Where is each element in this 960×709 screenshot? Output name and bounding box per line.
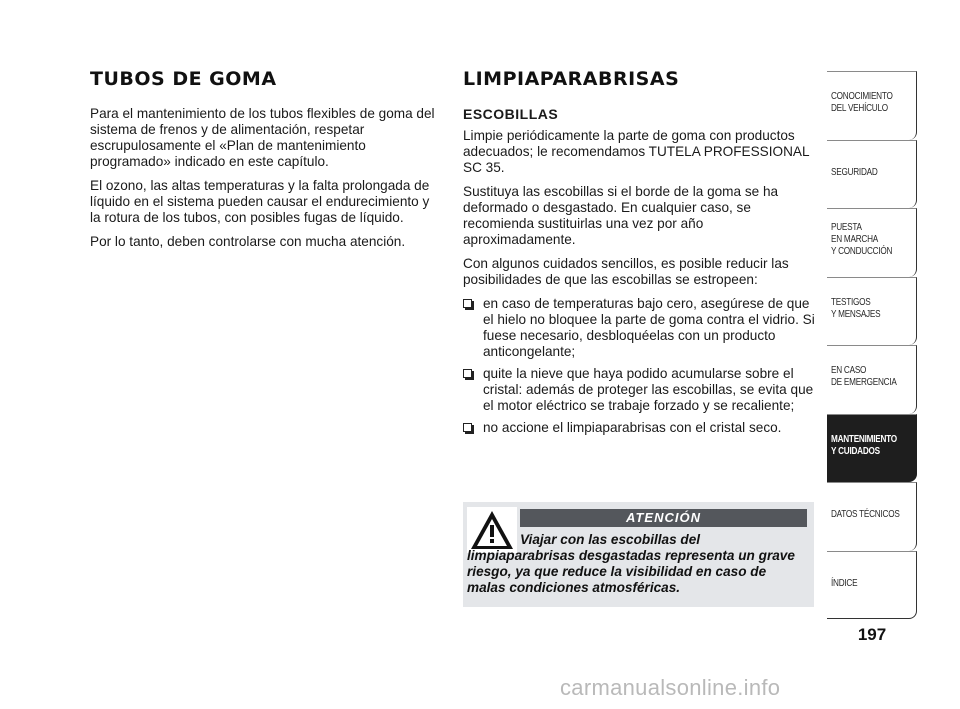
section-title: TUBOS DE GOMA: [90, 68, 277, 90]
section-title: LIMPIAPARABRISAS: [463, 68, 680, 90]
list-item: en caso de temperaturas bajo cero, asegúrese de que el hielo no bloquee la parte de goma contra el vidrio. Si fuese necesario, desbloquéelas con un producto anticongelante;: [463, 296, 815, 360]
paragraph: Limpie periódicamente la parte de goma con productos adecuados; le recomendamos TUTELA PROFESSIONAL SC 35.: [463, 128, 810, 175]
paragraph: El ozono, las altas temperaturas y la falta prolongada de líquido en el sistema pueden causar el endurecimiento y la rotura de los tubos, con posibles fugas de líquido.: [90, 178, 430, 225]
paragraph: Para el mantenimiento de los tubos flexibles de goma del sistema de frenos y de alimentación, respetar escrupulosamente el «Plan de mantenimiento programado» indicado en este capítulo.: [90, 106, 435, 169]
paragraph: Con algunos cuidados sencillos, es posible reducir las posibilidades de que las escobillas se estropeen:: [463, 256, 789, 287]
section-tubos-de-goma: [90, 68, 440, 258]
tab-conocimiento-del-vehiculo[interactable]: CONOCIMIENTO DEL VEHÍCULO: [827, 71, 917, 140]
checkbox-bullet-icon: [463, 369, 472, 378]
paragraph: Sustituya las escobillas si el borde de la goma se ha deformado o desgastado. En cualquier caso, se recomienda sustituirlas una vez por año aproximadamente.: [463, 184, 779, 247]
warning-header: ATENCIÓN: [520, 509, 807, 527]
tab-seguridad[interactable]: SEGURIDAD: [827, 140, 917, 209]
list-item: no accione el limpiaparabrisas con el cristal seco.: [463, 420, 815, 436]
warning-box: [463, 502, 814, 607]
tab-testigos-y-mensajes[interactable]: TESTIGOS Y MENSAJES: [827, 277, 917, 346]
tab-en-caso-de-emergencia[interactable]: EN CASO DE EMERGENCIA: [827, 345, 917, 414]
section-limpiaparabrisas: [463, 68, 815, 442]
tab-indice[interactable]: ÍNDICE: [827, 551, 917, 620]
page-number: 197: [857, 625, 887, 644]
paragraph: Por lo tanto, deben controlarse con mucha atención.: [90, 234, 406, 249]
warning-text: Viajar con las escobillas del limpiaparabrisas desgastadas representa un grave riesgo, ya que reduce la visibilidad en caso de malas condiciones atmosféricas.: [467, 532, 795, 595]
tab-mantenimiento-y-cuidados[interactable]: MANTENIMIENTO Y CUIDADOS: [827, 414, 917, 483]
section-subtitle: ESCOBILLAS: [463, 106, 559, 122]
chapter-tabs: [827, 71, 917, 619]
bullet-list: [463, 296, 815, 436]
watermark: carmanualsonline.info: [560, 675, 781, 700]
checkbox-bullet-icon: [463, 299, 472, 308]
list-item: quite la nieve que haya podido acumularse sobre el cristal: además de proteger las escobillas, se evita que el motor eléctrico se trabaje forzado y se recaliente;: [463, 366, 815, 414]
tab-puesta-en-marcha[interactable]: PUESTA EN MARCHA Y CONDUCCIÓN: [827, 208, 917, 277]
checkbox-bullet-icon: [463, 423, 472, 432]
tab-datos-tecnicos[interactable]: DATOS TÉCNICOS: [827, 482, 917, 551]
